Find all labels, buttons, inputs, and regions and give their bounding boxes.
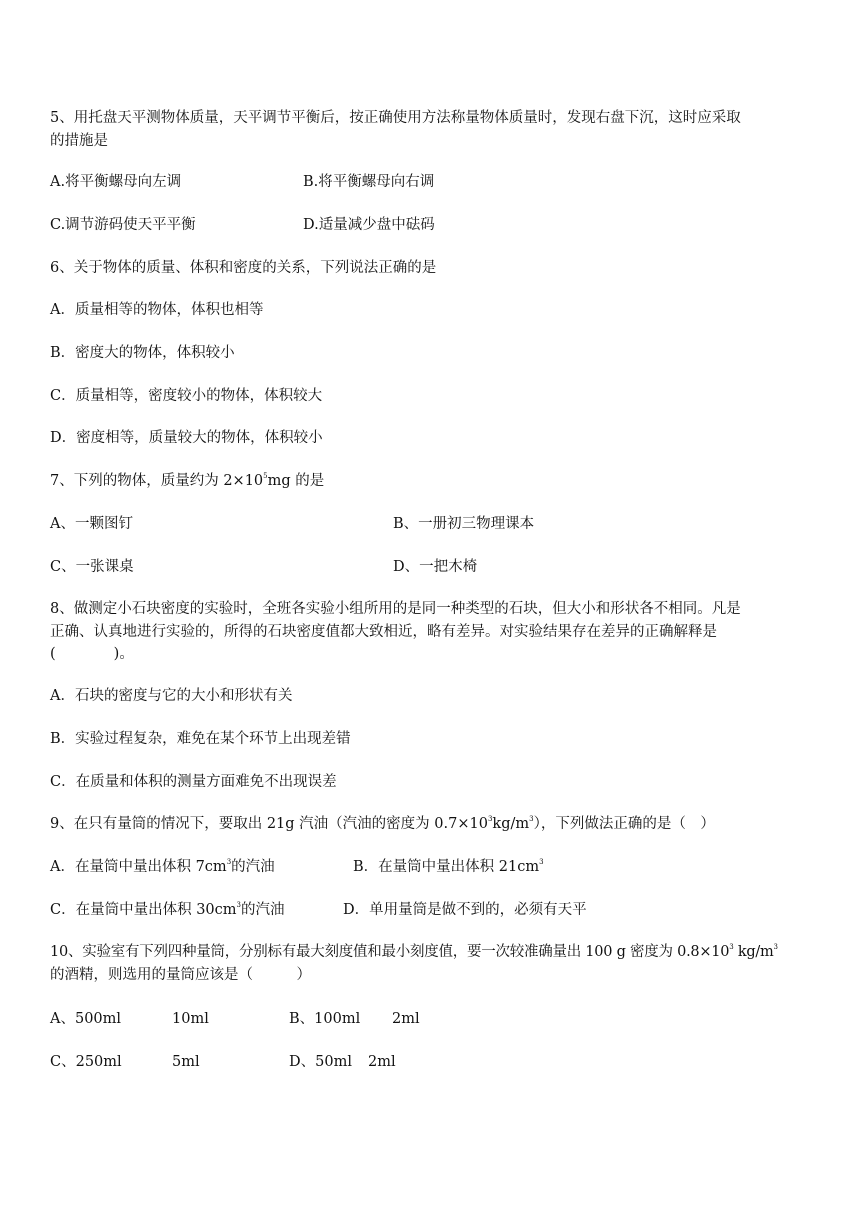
q7-option-c: C、一张课桌: [50, 559, 134, 575]
q8-option-c: C．在质量和体积的测量方面难免不出现误差: [50, 774, 337, 790]
q6-option-a: A．质量相等的物体，体积也相等: [50, 302, 264, 318]
q6-stem: 6、关于物体的质量、体积和密度的关系，下列说法正确的是: [50, 260, 437, 276]
q9-option-b: B．在量筒中量出体积 $21cm^3$: [353, 858, 544, 875]
q7-option-a: A、一颗图钉: [50, 516, 133, 532]
q5-option-d: D.适量减少盘中砝码: [303, 217, 435, 233]
q10-option-b-label: B、100ml: [289, 1011, 361, 1027]
q5-stem-line2: 的措施是: [50, 133, 108, 149]
q7-stem: 7、下列的物体，质量约为 $2\times 10^5mg$ 的是: [50, 472, 325, 489]
q8-stem-line2: 正确、认真地进行实验的，所得的石块密度值都大致相近，略有差异。对实验结果存在差异的正确解释是: [50, 624, 717, 640]
q5-option-b: B.将平衡螺母向右调: [303, 174, 435, 190]
q10-option-b-value: 2ml: [392, 1011, 420, 1027]
q10-option-c-value: 5ml: [172, 1054, 200, 1070]
q6-option-b: B．密度大的物体，体积较小: [50, 345, 235, 361]
q10-stem-line1: 10、实验室有下列四种量筒，分别标有最大刻度值和最小刻度值，要一次较准确量出 100 g 密度为 $0.8\times 10^3$ $kg/m^3$: [50, 943, 778, 960]
q8-option-b: B．实验过程复杂，难免在某个环节上出现差错: [50, 731, 351, 747]
q7-option-d: D、一把木椅: [393, 559, 478, 575]
q10-option-d-label: D、50ml: [289, 1054, 352, 1070]
q8-option-a: A．石块的密度与它的大小和形状有关: [50, 688, 293, 704]
q10-option-c-label: C、250ml: [50, 1054, 122, 1070]
q9-option-c: C．在量筒中量出体积 $30cm^3$的汽油: [50, 901, 285, 918]
q9-option-d: D．单用量筒是做不到的，必须有天平: [343, 902, 587, 918]
q8-stem-line1: 8、做测定小石块密度的实验时，全班各实验小组所用的是同一种类型的石块，但大小和形状各不相同。凡是: [50, 601, 741, 617]
q5-option-c: C.调节游码使天平平衡: [50, 217, 196, 233]
q10-option-d-value: 2ml: [368, 1054, 396, 1070]
q9-option-a: A．在量筒中量出体积 $7cm^3$的汽油: [50, 858, 275, 875]
q10-stem-line2: 的酒精，则选用的量筒应该是（ ）: [50, 967, 311, 983]
q10-option-a-value: 10ml: [172, 1011, 209, 1027]
q6-option-d: D．密度相等，质量较大的物体，体积较小: [50, 430, 323, 446]
q9-stem: 9、在只有量筒的情况下，要取出 21g 汽油（汽油的密度为 $0.7\times 10^3kg/m^3$），下列做法正确的是（ ）: [50, 815, 715, 832]
q6-option-c: C．质量相等，密度较小的物体，体积较大: [50, 388, 323, 404]
q5-stem-line1: 5、用托盘天平测物体质量，天平调节平衡后，按正确使用方法称量物体质量时，发现右盘下沉，这时应采取: [50, 110, 741, 126]
q10-option-a-label: A、500ml: [50, 1011, 122, 1027]
q7-option-b: B、一册初三物理课本: [393, 516, 535, 532]
q8-stem-line3: ( )。: [50, 646, 134, 662]
q5-option-a: A.将平衡螺母向左调: [50, 174, 182, 190]
